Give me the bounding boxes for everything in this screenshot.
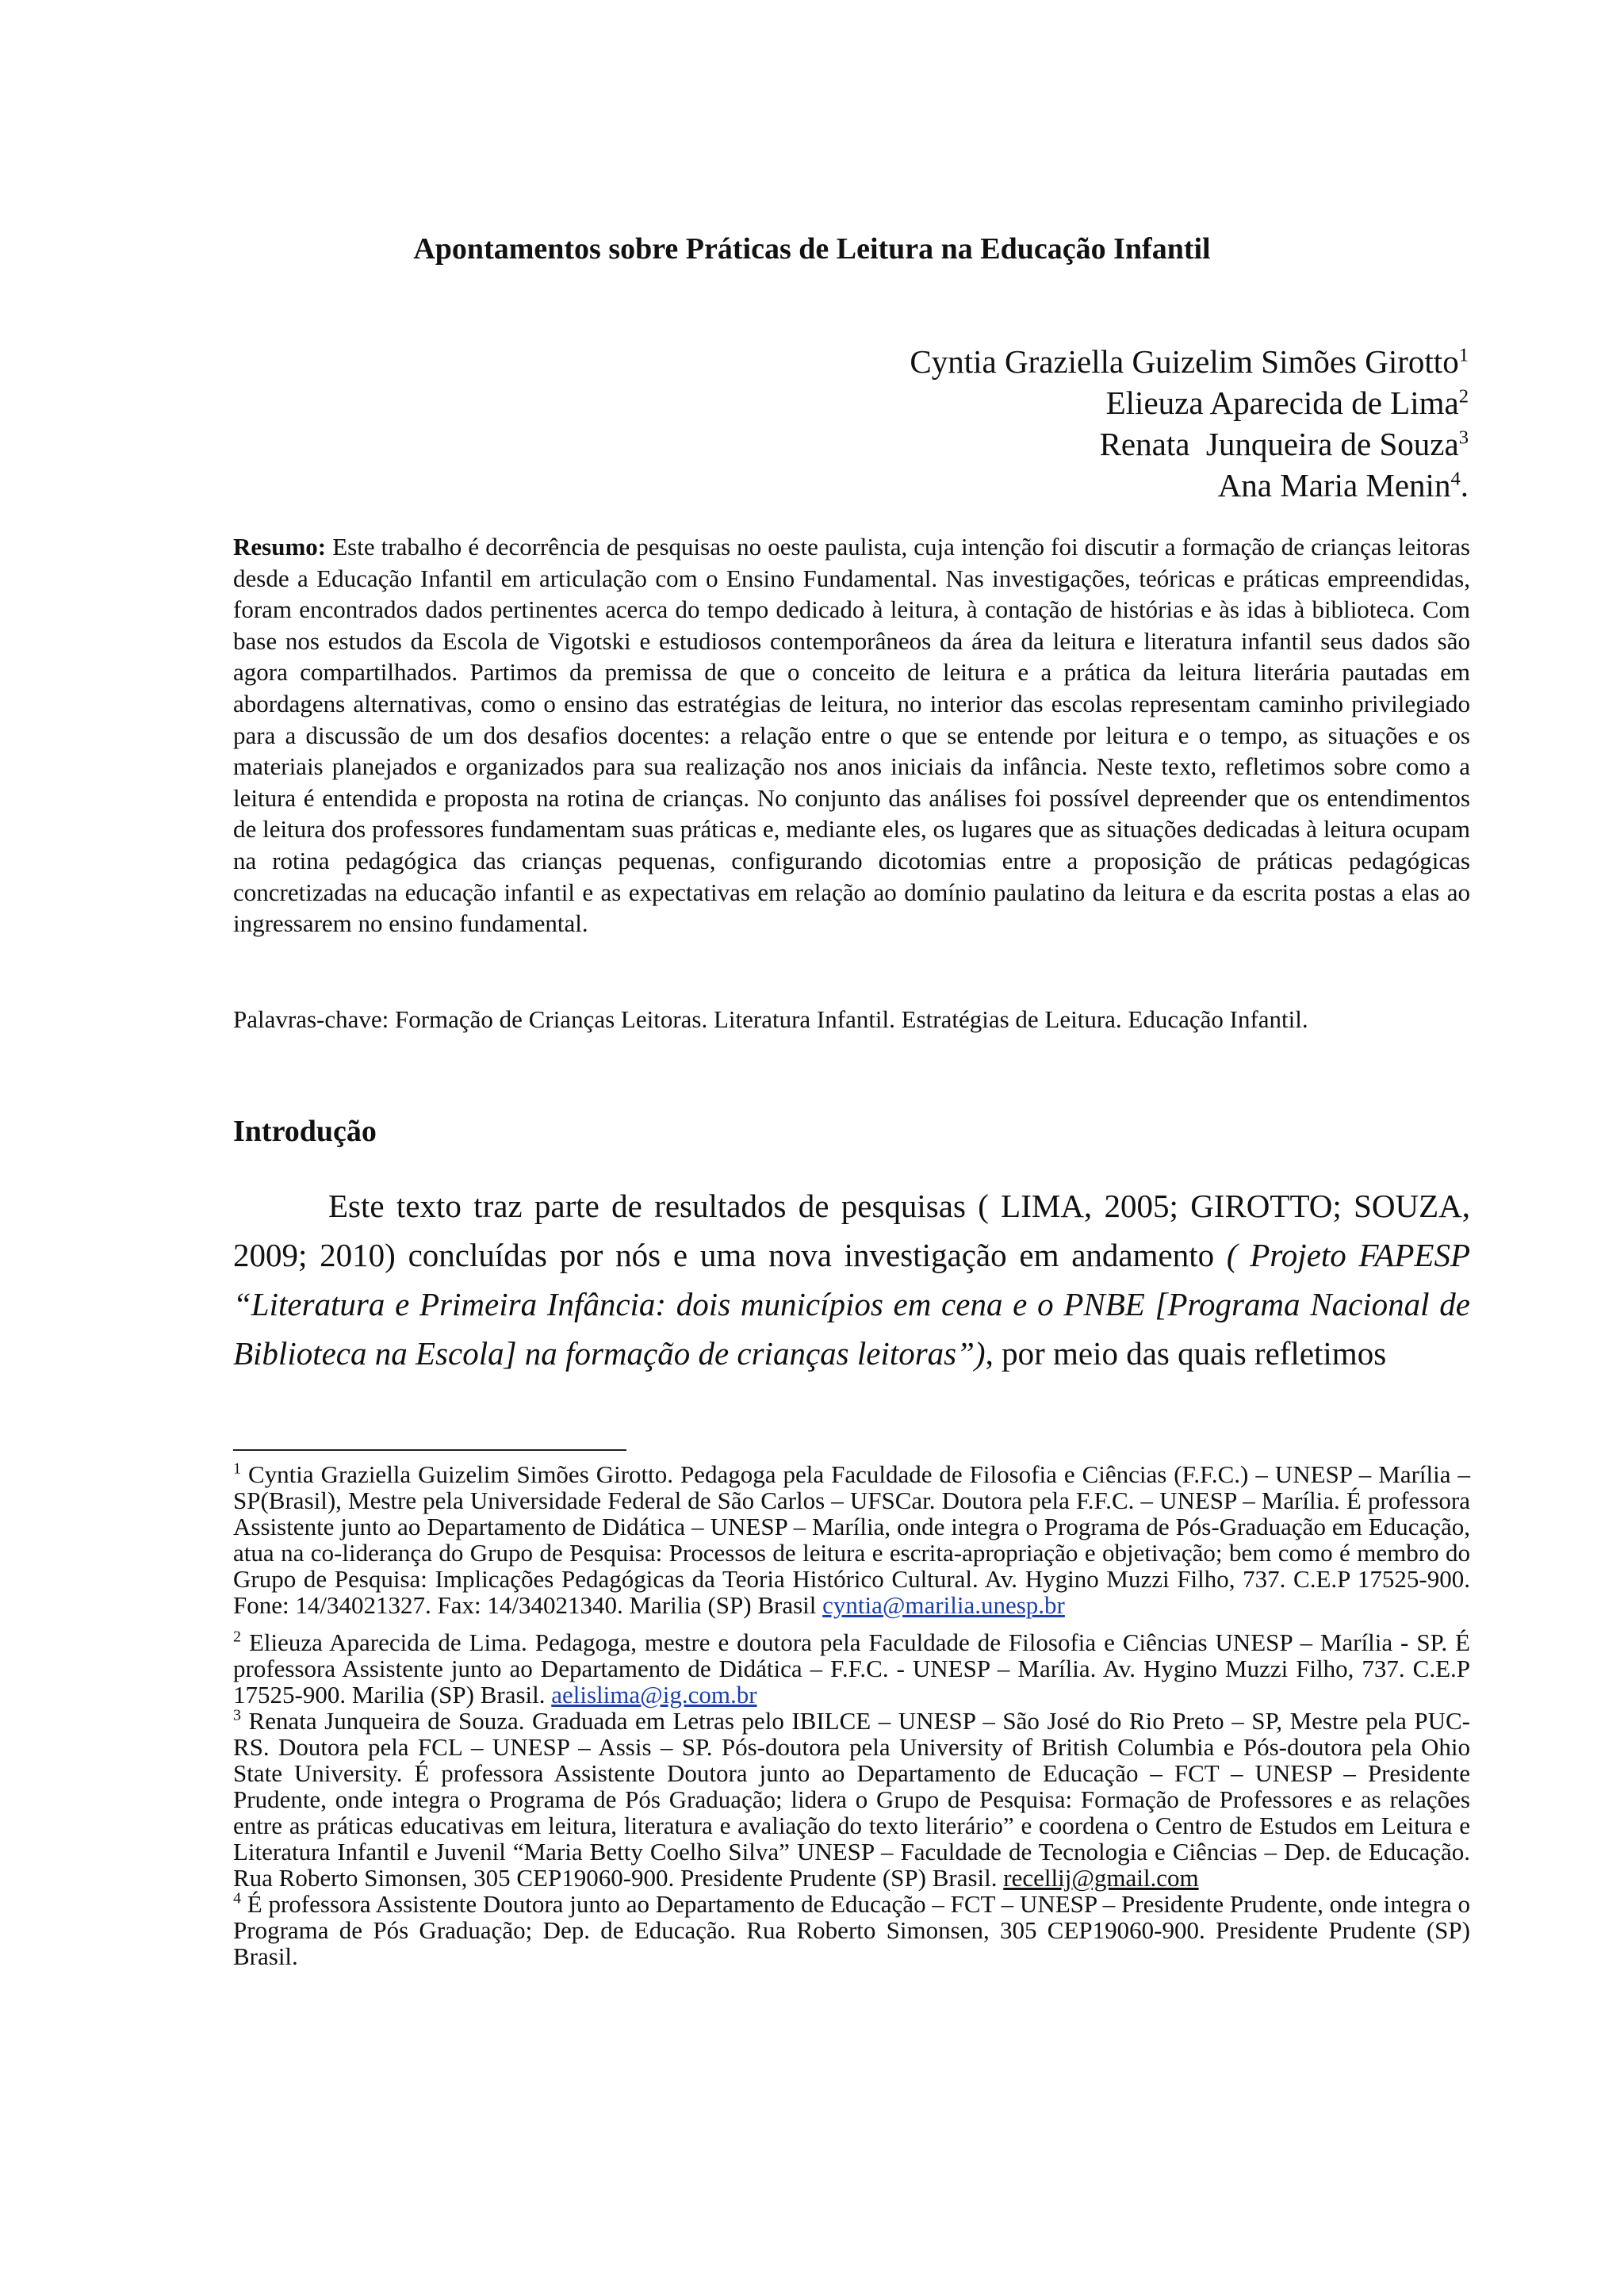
abstract	[233, 531, 1470, 939]
keywords: Palavras-chave: Formação de Crianças Leitoras. Literatura Infantil. Estratégias de Leitura. Educação Infantil.	[233, 1005, 1308, 1033]
footnote-mark[interactable]: 3	[1458, 427, 1469, 449]
footnote	[233, 1891, 1470, 1969]
footnote-text: Renata Junqueira de Souza. Graduada em Letras pelo IBILCE – UNESP – São José do Rio Preto – SP, Mestre pela PUC-RS. Doutora pela FCL – UNESP – Assis – SP. Pós-doutora pela University of British Columbia e Pós-doutora pela Ohio State University. É professora Assistente Doutora junto ao Departamento de Educação – FCT – UNESP – Presidente Prudente, onde integra o Programa de Pós Graduação; lidera o Grupo de Pesquisa: Formação de Professores e as relações entre as práticas educativas em leitura, literatura e avaliação do texto literário” e coordena o Centro de Estudos em Leitura e Literatura Infantil e Juvenil “Maria Betty Coelho Silva” UNESP – Faculdade de Tecnologia e Ciências – Dep. de Educação. Rua Roberto Simonsen, 305 CEP19060-900. Presidente Prudente (SP) Brasil.	[233, 1707, 1470, 1892]
abstract-text: Este trabalho é decorrência de pesquisas no oeste paulista, cuja intenção foi discutir a formação de crianças leitoras desde a Educação Infantil em articulação com o Ensino Fundamental. Nas investigações, teóricas e práticas empreendidas, foram encontrados dados pertinentes acerca do tempo dedicado à leitura, à contação de histórias e às idas à biblioteca. Com base nos estudos da Escola de Vigotski e estudiosos contemporâneos da área da leitura e literatura infantil seus dados são agora compartilhados. Partimos da premissa de que o conceito de leitura e a prática da leitura literária pautadas em abordagens alternativas, como o ensino das estratégias de leitura, no interior das escolas representam caminho privilegiado para a discussão de um dos desafios docentes: a relação entre o que se entende por leitura e o tempo, as situações e os materiais planejados e organizados para sua realização nos anos iniciais da infância. Neste texto, refletimos sobre como a leitura é entendida e proposta na rotina de crianças. No conjunto das análises foi possível depreender que os entendimentos de leitura dos professores fundamentam suas práticas e, mediante eles, os lugares que as situações dedicadas à leitura ocupam na rotina pedagógica das crianças pequenas, configurando dicotomias entre a proposição de práticas pedagógicas concretizadas na educação infantil e as expectativas em relação ao domínio paulatino da leitura e da escrita postas a elas ao ingressarem no ensino fundamental.	[233, 533, 1470, 938]
footnote	[233, 1461, 1470, 1618]
footnote-number: 1	[233, 1460, 241, 1478]
footnote-mark[interactable]: 4	[1450, 468, 1461, 490]
email-link[interactable]: aelislima@ig.com.br	[551, 1681, 757, 1709]
author-name: Ana Maria Menin	[1217, 467, 1451, 503]
email-link[interactable]: cyntia@marilia.unesp.br	[822, 1591, 1065, 1619]
email-link[interactable]: recellij@gmail.com	[1003, 1864, 1199, 1892]
author-name: Cyntia Graziella Guizelim Simões Girotto	[910, 343, 1459, 380]
author-line: Ana Maria Menin$^4$.	[1217, 467, 1469, 503]
footnote	[233, 1629, 1470, 1708]
section-heading-introduction: Introdução	[233, 1115, 377, 1148]
footnote-number: 2	[233, 1628, 241, 1646]
intro-paragraph: Este texto traz parte de resultados de pesquisas ( LIMA, 2005; GIROTTO; SOUZA, 2009; 2010) concluídas por nós e uma nova investigação em andamento ( Projeto FAPESP “Literatura e Primeira Infância: dois municípios em cena e o PNBE [Programa Nacional de Biblioteca na Escola] na formação de crianças leitoras”), por meio das quais refletimos	[233, 1188, 1470, 1372]
project-citation: ( Projeto FAPESP “Literatura e Primeira Infância: dois municípios em cena e o PNBE [Programa Nacional de Biblioteca na Escola] na formação de crianças leitoras”)	[233, 1237, 1470, 1372]
author-name: Renata Junqueira de Souza	[1099, 426, 1459, 462]
footnote	[233, 1708, 1470, 1891]
footnote-text: Cyntia Graziella Guizelim Simões Girotto. Pedagoga pela Faculdade de Filosofia e Ciências (F.F.C.) – UNESP – Marília – SP(Brasil), Mestre pela Universidade Federal de São Carlos – UFSCar. Doutora pela F.F.C. – UNESP – Marília. É professora Assistente junto ao Departamento de Didática – UNESP – Marília, onde integra o Programa de Pós-Graduação em Educação, atua na co-liderança do Grupo de Pesquisa: Processos de leitura e escrita-apropriação e objetivação; bem como é membro do Grupo de Pesquisa: Implicações Pedagógicas da Teoria Histórico Cultural. Av. Hygino Muzzi Filho, 737. C.E.P 17525-900. Fone: 14/34021327. Fax: 14/34021340. Marilia (SP) Brasil	[233, 1460, 1470, 1619]
author-name: Elieuza Aparecida de Lima	[1105, 385, 1459, 421]
footnote-text: Elieuza Aparecida de Lima. Pedagoga, mestre e doutora pela Faculdade de Filosofia e Ciências UNESP – Marília - SP. É professora Assistente junto ao Departamento de Didática – F.F.C. - UNESP – Marília. Av. Hygino Muzzi Filho, 737. C.E.P 17525-900. Marilia (SP) Brasil.	[233, 1628, 1470, 1709]
footnote-mark[interactable]: 2	[1458, 385, 1469, 408]
author-line	[910, 382, 1469, 423]
footnotes	[233, 1461, 1470, 1969]
footnote-number: 4	[233, 1889, 241, 1908]
footnote-mark[interactable]: 1	[1458, 344, 1469, 366]
author-line	[910, 423, 1469, 465]
footnote-text: É professora Assistente Doutora junto ao Departamento de Educação – FCT – UNESP – Presidente Prudente, onde integra o Programa de Pós Graduação; Dep. de Educação. Rua Roberto Simonsen, 305 CEP19060-900. Presidente Prudente (SP) Brasil.	[233, 1890, 1470, 1970]
footnote-separator	[233, 1449, 626, 1451]
abstract-label: Resumo:	[233, 533, 327, 561]
footnote-number: 3	[233, 1706, 241, 1724]
paper-title: Apontamentos sobre Práticas de Leitura na Educação Infantil	[413, 232, 1211, 266]
author-line	[910, 341, 1469, 382]
author-list	[910, 341, 1469, 506]
